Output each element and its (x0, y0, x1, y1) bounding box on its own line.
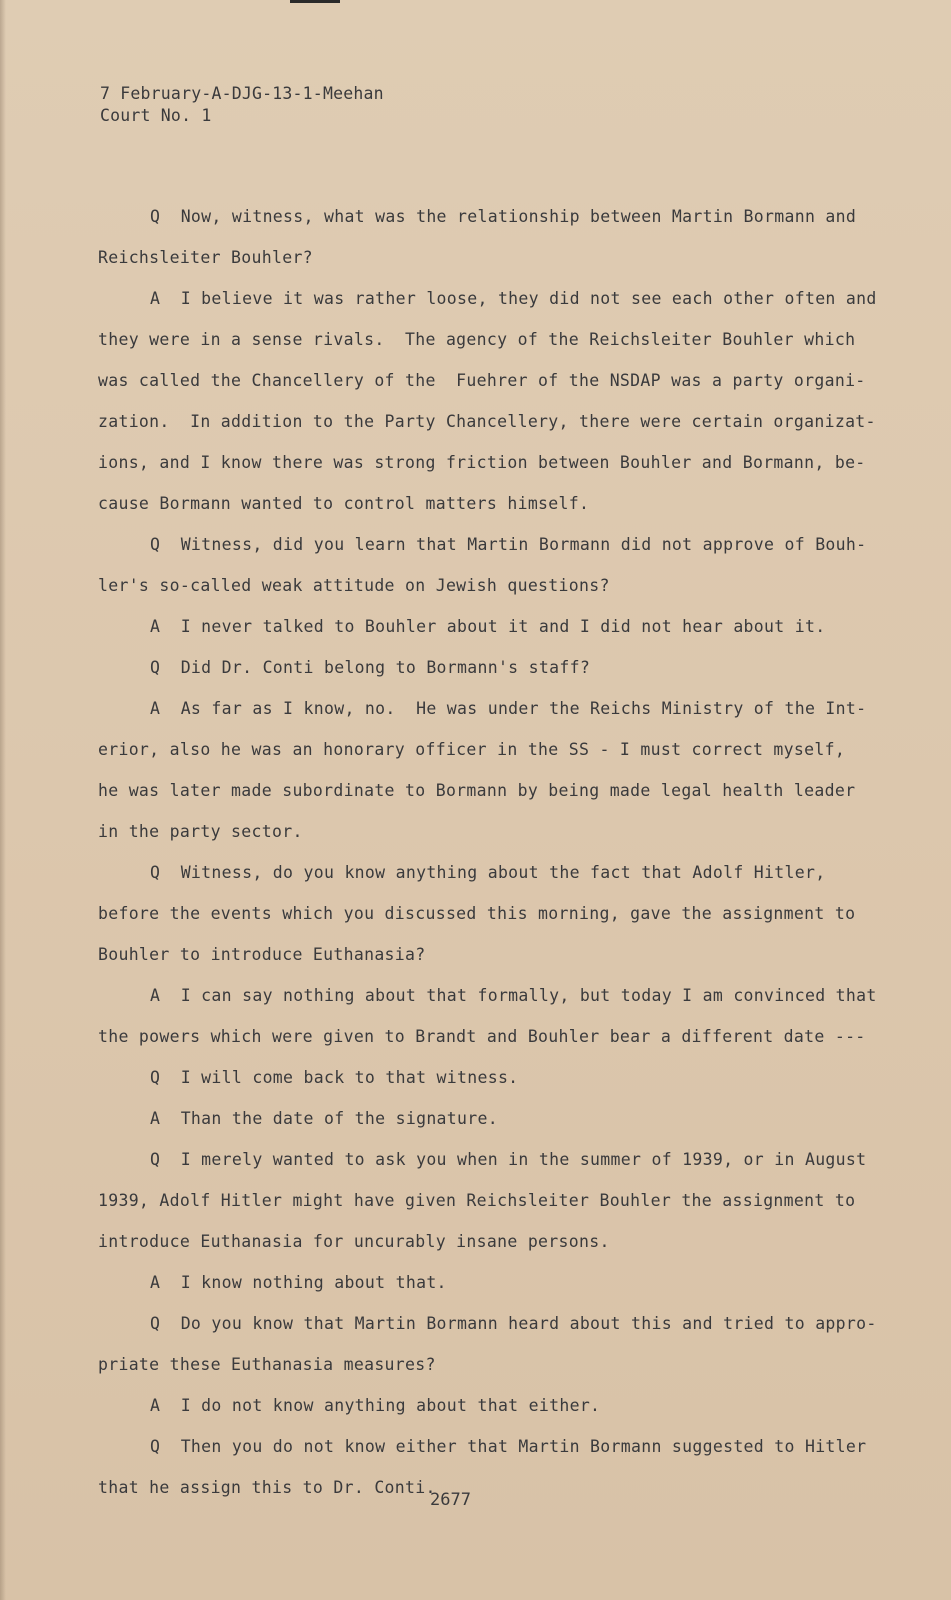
transcript-line: erior, also he was an honorary officer in the SS - I must correct myself, (98, 740, 846, 759)
transcript-line: Reichsleiter Bouhler? (98, 248, 313, 267)
transcript-line: in the party sector. (98, 822, 303, 841)
transcript-line: priate these Euthanasia measures? (98, 1355, 436, 1374)
transcript-line: A I do not know anything about that either. (150, 1396, 601, 1415)
transcript-line: Q Then you do not know either that Martin Bormann suggested to Hitler (150, 1437, 867, 1456)
transcript-line: they were in a sense rivals. The agency of the Reichsleiter Bouhler which (98, 330, 856, 349)
transcript-line: 1939, Adolf Hitler might have given Reichsleiter Bouhler the assignment to (98, 1191, 856, 1210)
transcript-line: Bouhler to introduce Euthanasia? (98, 945, 426, 964)
transcript-line: A I can say nothing about that formally, but today I am convinced that (150, 986, 877, 1005)
transcript-line: Q I will come back to that witness. (150, 1068, 519, 1087)
transcript-line: ions, and I know there was strong friction between Bouhler and Bormann, be- (98, 453, 866, 472)
transcript-body (98, 200, 888, 1512)
top-edge-mark (290, 0, 340, 3)
transcript-line: A Than the date of the signature. (150, 1109, 498, 1128)
page-number: 2677 (430, 1490, 471, 1510)
document-header (100, 83, 384, 127)
transcript-line: Q Now, witness, what was the relationship between Martin Bormann and (150, 207, 857, 226)
transcript-line: Q Witness, do you know anything about the fact that Adolf Hitler, (150, 863, 826, 882)
transcript-line: he was later made subordinate to Bormann by being made legal health leader (98, 781, 856, 800)
transcript-line: before the events which you discussed this morning, gave the assignment to (98, 904, 856, 923)
transcript-line: introduce Euthanasia for uncurably insane persons. (98, 1232, 610, 1251)
transcript-line: A I believe it was rather loose, they did not see each other often and (150, 289, 877, 308)
transcript-line: Q Do you know that Martin Bormann heard about this and tried to appro- (150, 1314, 877, 1333)
transcript-line: Q I merely wanted to ask you when in the summer of 1939, or in August (150, 1150, 867, 1169)
transcript-line: the powers which were given to Brandt and Bouhler bear a different date --- (98, 1027, 866, 1046)
header-line-2: Court No. 1 (100, 106, 212, 125)
transcript-line: that he assign this to Dr. Conti. (98, 1478, 436, 1497)
transcript-line: A As far as I know, no. He was under the Reichs Ministry of the Int- (150, 699, 867, 718)
transcript-line: was called the Chancellery of the Fuehrer of the NSDAP was a party organi- (98, 371, 866, 390)
transcript-line: cause Bormann wanted to control matters himself. (98, 494, 590, 513)
transcript-line: A I know nothing about that. (150, 1273, 447, 1292)
transcript-line: Q Witness, did you learn that Martin Bormann did not approve of Bouh- (150, 535, 867, 554)
left-edge-shadow (0, 0, 6, 1600)
transcript-line: Q Did Dr. Conti belong to Bormann's staff? (150, 658, 591, 677)
transcript-line: ler's so-called weak attitude on Jewish questions? (98, 576, 610, 595)
transcript-line: zation. In addition to the Party Chancellery, there were certain organizat- (98, 412, 876, 431)
transcript-line: A I never talked to Bouhler about it and I did not hear about it. (150, 617, 826, 636)
header-line-1: 7 February-A-DJG-13-1-Meehan (100, 84, 384, 103)
